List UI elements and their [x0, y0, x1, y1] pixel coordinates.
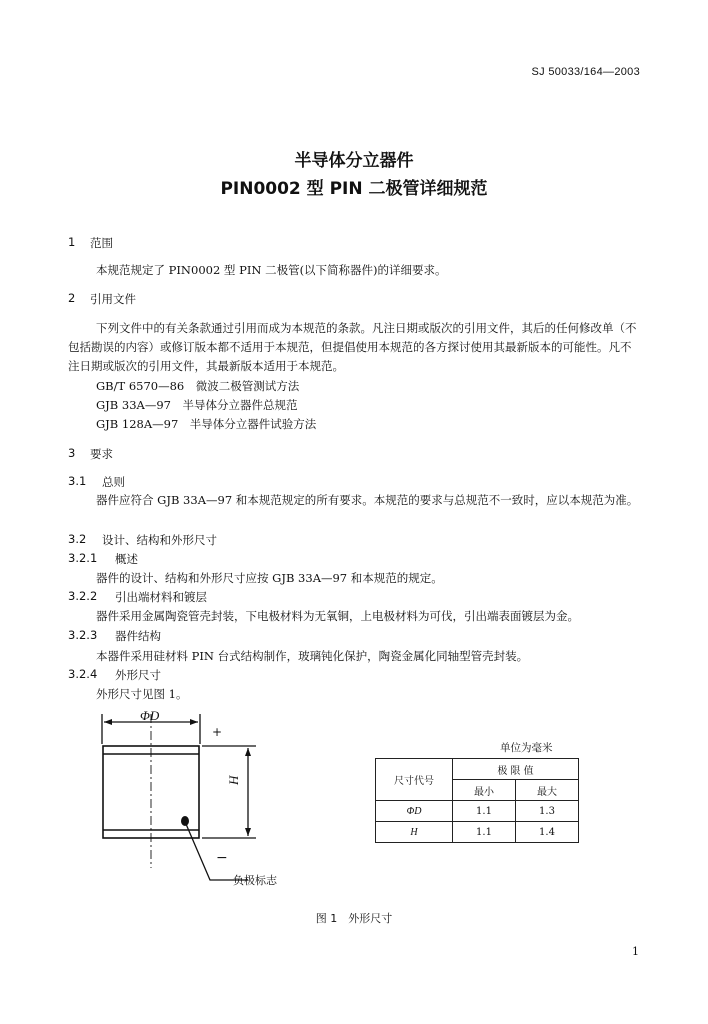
table-row — [376, 822, 579, 843]
section-3-2-2-title: 引出端材料和镀层 — [115, 590, 207, 604]
table-header-min: 最小 — [453, 780, 516, 801]
table-cell-code: H — [376, 822, 453, 843]
dimension-label-d: ΦD — [140, 708, 160, 723]
section-3-number: 3 — [68, 446, 76, 460]
section-3-2-title: 设计、结构和外形尺寸 — [102, 533, 217, 547]
section-3-1-title: 总则 — [102, 475, 125, 489]
outline-drawing — [0, 700, 708, 905]
dimension-label-h: H — [226, 775, 241, 785]
standard-number: SJ 50033/164—2003 — [531, 66, 640, 78]
table-cell-max: 1.3 — [516, 801, 579, 822]
document-title: 半导体分立器件 — [294, 151, 414, 171]
section-3-2-3-title: 器件结构 — [115, 629, 161, 643]
arrow-head — [190, 719, 198, 725]
arrow-head — [104, 719, 112, 725]
section-3-2-4-title: 外形尺寸 — [115, 668, 161, 682]
table-row — [376, 801, 579, 822]
table-header-limit: 极 限 值 — [453, 759, 579, 780]
table-header-code: 尺寸代号 — [376, 759, 453, 801]
section-3-2-3-number: 3.2.3 — [68, 628, 98, 642]
table-header-max: 最大 — [516, 780, 579, 801]
section-1-number: 1 — [68, 235, 76, 249]
plus-terminal-label: + — [212, 725, 223, 739]
section-3-2-2-number: 3.2.2 — [68, 589, 98, 603]
section-2-title: 引用文件 — [90, 292, 136, 306]
minus-terminal-label: − — [216, 850, 228, 866]
arrow-head — [245, 828, 251, 836]
arrow-head — [245, 748, 251, 756]
dimension-table — [375, 758, 579, 843]
reference-item: GJB 128A—97 半导体分立器件试验方法 — [96, 417, 317, 431]
section-3-2-1-body: 器件的设计、结构和外形尺寸应按 GJB 33A—97 和本规范的规定。 — [96, 571, 443, 585]
figure-caption: 图 1 外形尺寸 — [315, 912, 393, 925]
section-3-2-4-number: 3.2.4 — [68, 667, 98, 681]
section-3-2-3-body: 本器件采用硅材料 PIN 台式结构制作，玻璃钝化保护，陶瓷金属化同轴型管壳封装。 — [96, 649, 529, 663]
page-number: 1 — [632, 945, 639, 958]
table-cell-min: 1.1 — [453, 822, 516, 843]
section-3-1-body: 器件应符合 GJB 33A—97 和本规范规定的所有要求。本规范的要求与总规范不一致时，应以本规范为准。 — [96, 493, 639, 507]
cathode-callout-label: 负极标志 — [233, 874, 277, 887]
section-3-2-4-body: 外形尺寸见图 1。 — [96, 687, 188, 701]
reference-item: GB/T 6570—86 微波二极管测试方法 — [96, 379, 300, 393]
table-cell-code: ΦD — [376, 801, 453, 822]
table-unit-note: 单位为毫米 — [500, 742, 553, 754]
section-3-2-2-body: 器件采用金属陶瓷管壳封装，下电极材料为无氧铜，上电极材料为可伐，引出端表面镀层为金。 — [96, 609, 579, 623]
document-subtitle: PIN0002 型 PIN 二极管详细规范 — [220, 179, 488, 199]
section-2-body: 下列文件中的有关条款通过引用而成为本规范的条款。凡注日期或版次的引用文件，其后的任何修改单（不包括勘误的内容）或修订版本都不适用于本规范，但提倡使用本规范的各方探讨使用其最新版本的可能性。凡不注日期或版次的引用文件，其最新版本适用于本规范。 — [68, 321, 637, 373]
section-3-2-number: 3.2 — [68, 532, 87, 546]
section-3-2-1-title: 概述 — [115, 552, 138, 566]
cathode-mark — [181, 816, 189, 826]
section-3-2-1-number: 3.2.1 — [68, 551, 98, 565]
section-1-title: 范围 — [90, 236, 113, 250]
section-1-body: 本规范规定了 PIN0002 型 PIN 二极管(以下简称器件)的详细要求。 — [96, 263, 447, 277]
table-cell-min: 1.1 — [453, 801, 516, 822]
section-2-number: 2 — [68, 291, 76, 305]
section-3-1-number: 3.1 — [68, 474, 87, 488]
reference-item: GJB 33A—97 半导体分立器件总规范 — [96, 398, 298, 412]
section-3-title: 要求 — [90, 447, 113, 461]
table-header-row — [376, 759, 579, 780]
table-cell-max: 1.4 — [516, 822, 579, 843]
